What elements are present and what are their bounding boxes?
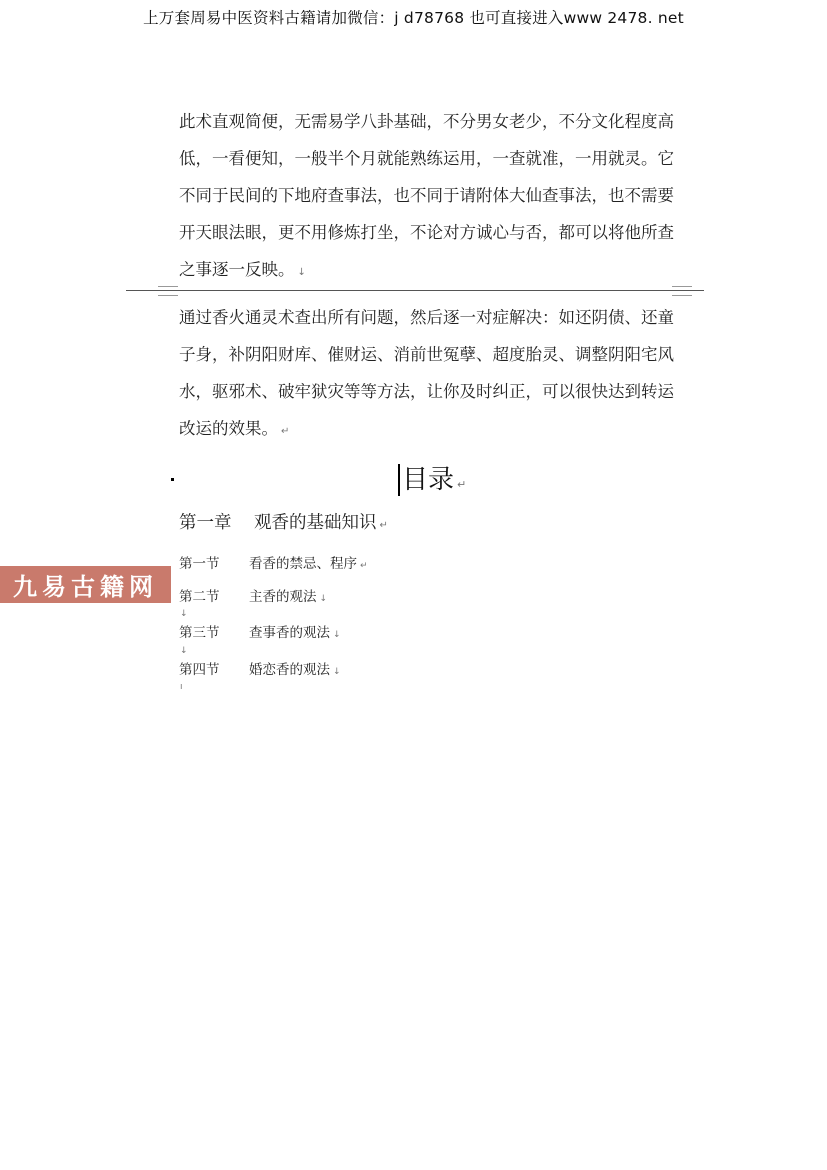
paragraph-line: 低，一看便知，一般半个月就能熟练运用，一查就准，一用就灵。它 [179, 149, 674, 168]
section-number: 第四节 [179, 662, 220, 678]
paragraph-line-last [179, 251, 675, 291]
paragraph-line-text: 改运的效果。 [179, 419, 278, 438]
paragraph-line: 此术直观简便，无需易学八卦基础，不分男女老少，不分文化程度高 [179, 112, 674, 131]
section-number: 第一节 [179, 556, 220, 572]
paragraph-mark: ↵ [360, 561, 368, 571]
paragraph-line-last [179, 410, 675, 450]
toc-chapter-entry[interactable] [179, 510, 388, 539]
paragraph-mark: ↵ [281, 426, 290, 437]
toc-section-entry[interactable] [179, 624, 341, 644]
paragraph-line-text: 之事逐一反映。 [179, 260, 295, 279]
ruler-marker-right[interactable] [672, 286, 692, 296]
empty-line-mark: ↓ [180, 609, 188, 619]
section-divider-rule [126, 290, 704, 291]
toc-section-entry[interactable] [179, 555, 368, 575]
intro-paragraph [179, 103, 675, 291]
empty-line-mark: ı [180, 682, 183, 692]
section-title: 婚恋香的观法 [249, 662, 330, 678]
section-number: 第二节 [179, 589, 220, 605]
line-break-mark: ↓ [319, 594, 328, 604]
paragraph-line: 水，驱邪术、破牢狱灾等等方法，让你及时纠正，可以很快达到转运 [179, 382, 674, 401]
chapter-title: 观香的基础知识 [254, 513, 377, 533]
line-break-mark: ↓ [333, 667, 341, 677]
page-header-banner: 上万套周易中医资料古籍请加微信：j d78768 也可直接进入www 2478. net [143, 9, 684, 27]
section-title: 查事香的观法 [249, 625, 330, 641]
paragraph-mark: ↵ [379, 520, 388, 531]
section-number: 第三节 [179, 625, 220, 641]
list-bullet-marker [171, 478, 174, 481]
chapter-number: 第一章 [179, 513, 232, 533]
section-title: 主香的观法 [249, 589, 317, 605]
methods-paragraph [179, 299, 675, 450]
paragraph-line: 开天眼法眼，更不用修炼打坐，不论对方诚心与否，都可以将他所查 [179, 223, 674, 242]
text-cursor [398, 464, 400, 496]
paragraph-line: 不同于民间的下地府查事法，也不同于请附体大仙查事法，也不需要 [179, 186, 674, 205]
section-title: 看香的禁忌、程序 [249, 556, 357, 572]
paragraph-mark: ↵ [457, 478, 467, 491]
toc-section-entry[interactable] [179, 661, 341, 681]
empty-line-mark: ↓ [180, 646, 188, 656]
paragraph-line: 通过香火通灵术查出所有问题，然后逐一对症解决：如还阴债、还童 [179, 308, 674, 327]
line-break-mark: ↓ [333, 630, 341, 640]
toc-title-text: 目录 [402, 465, 455, 495]
watermark-logo-text: 九易古籍网 [13, 572, 158, 601]
watermark-logo [0, 566, 171, 603]
line-break-mark: ↓ [297, 267, 306, 278]
paragraph-line: 子身，补阴阳财库、催财运、消前世冤孽、超度胎灵、调整阴阳宅风 [179, 345, 674, 364]
toc-title[interactable] [402, 463, 466, 502]
toc-section-entry[interactable] [179, 588, 327, 608]
ruler-marker-left[interactable] [158, 286, 178, 296]
